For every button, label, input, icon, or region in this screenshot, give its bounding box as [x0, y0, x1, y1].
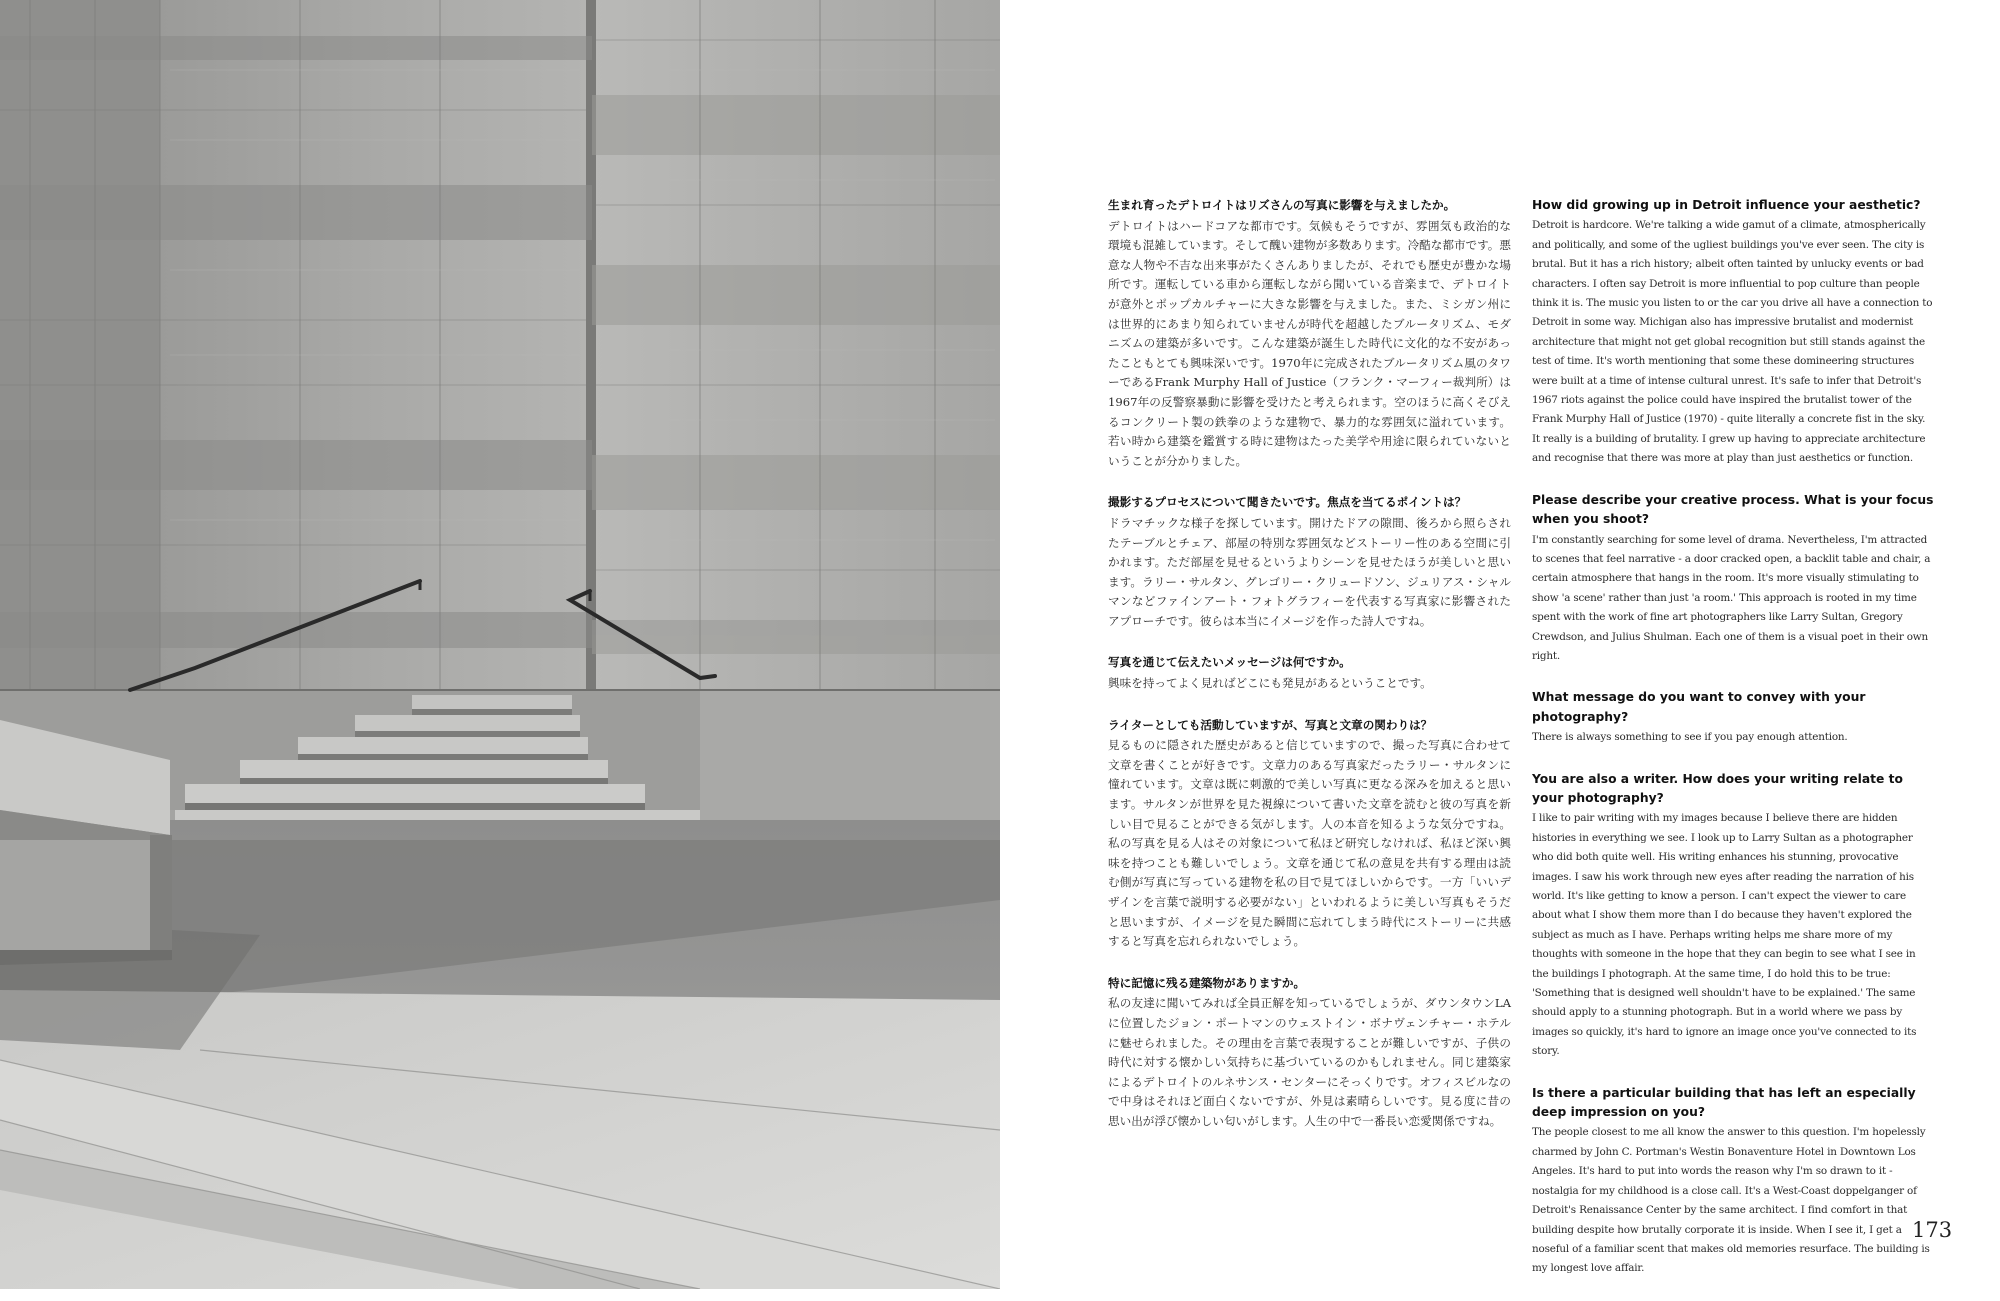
question-en: Please describe your creative process. What is your focus when you shoot?	[1532, 492, 1934, 527]
answer-en: There is always something to see if you pay enough attention.	[1532, 731, 1848, 744]
page-number: 173	[1912, 1218, 1953, 1242]
question-en: What message do you want to convey with your photography?	[1532, 690, 1866, 724]
qa-block-en-4	[1532, 770, 1934, 1062]
japanese-interview-column	[1108, 196, 1511, 1154]
qa-block-en-1	[1532, 196, 1934, 469]
question-jp: 特に記憶に残る建築物がありますか。	[1108, 975, 1306, 990]
answer-jp: ドラマチックな様子を探しています。開けたドアの隙間、後ろから照らされたテーブルとチェア、部屋の特別な雰囲気などストーリー性のある空間に引かれます。ただ部屋を見せるというよりシーンを見せたほうが美しいと思います。ラリー・サルタン、グレゴリー・クリュードソン、ジュリアス・シャルマンなどファインアート・フォトグラフィーを代表する写真家に影響されたアプローチです。彼らは本当にイメージを作った詩人ですね。	[1108, 515, 1511, 628]
answer-en: I like to pair writing with my images because I believe there are hidden histories in everything we see. I look up to Larry Sultan as a photographer who did both quite well. His writing enhances his stunning, provocative images. I saw his work through new eyes after reading the narration of his world. It's like getting to know a person. I can't expect the viewer to care about what I show them more than I do because they haven't explored the subject as much as I have. Perhaps writing helps me share more of my thoughts with someone in the hope that they can begin to see what I see in the buildings I photograph. At the same time, I do hold this to be true: 'Something that is designed well shouldn't have to be explained.' The same should apply to a stunning photograph. But in a world where we pass by images so quickly, it's hard to ignore an image once you've connected to its story.	[1532, 812, 1917, 1058]
question-jp: ライターとしても活動していますが、写真と文章の関わりは？	[1108, 717, 1433, 732]
answer-en: I'm constantly searching for some level of drama. Nevertheless, I'm attracted to scenes that feel narrative - a door cracked open, a backlit table and chair, a certain atmosphere that hangs in the room. It's more visually stimulating to show 'a scene' rather than just 'a room.' This approach is rooted in my time spent with the work of fine art photographers like Larry Sultan, Gregory Crewdson, and Julius Shulman. Each one of them is a visual poet in their own right.	[1532, 533, 1931, 662]
qa-block-en-2	[1532, 491, 1934, 667]
qa-block-jp-4	[1108, 716, 1511, 952]
answer-en: The people closest to me all know the answer to this question. I'm hopelessly charmed by John C. Portman's Westin Bonaventure Hotel in Downtown Los Angeles. It's hard to put into words the reason why I'm so drawn to it - nostalgia for my childhood is a close call. It's a West-Coast doppelganger of Detroit's Renaissance Center by the same architect. I find comfort in that building despite how brutally corporate it is inside. When I see it, I get a noseful of a familiar scent that makes old memories resurface. The building is my longest love affair.	[1532, 1126, 1930, 1275]
question-jp: 生まれ育ったデトロイトはリズさんの写真に影響を与えましたか。	[1108, 198, 1456, 212]
english-interview-column	[1532, 196, 1934, 1301]
answer-jp: 見るものに隠された歴史があると信じていますので、撮った写真に合わせて文章を書くことが好きです。文章力のある写真家だったラリー・サルタンに憧れています。文章は既に刺激的で美しい写真に更なる深みを加えると思います。サルタンが世界を見た視線について書いた文章を読むと彼の写真を新しい目で見ることができる気がします。人の本音を知るような気分ですね。私の写真を見る人はその対象について私ほど研究しなければ、私ほど深い興味を持つことも難しいでしょう。文章を通じて私の意見を共有する理由は読む側が写真に写っている建物を私の目で見てほしいからです。一方「いいデザインを言葉で説明する必要がない」といわれるように美しい写真もそうだと思いますが、イメージを見た瞬間に忘れてしまう時代にストーリーに共感すると写真を忘れられないでしょう。	[1108, 738, 1511, 949]
qa-block-en-5	[1532, 1084, 1934, 1279]
question-jp: 撮影するプロセスについて聞きたいです。焦点を当てるポイントは？	[1108, 495, 1467, 510]
qa-block-jp-2	[1108, 493, 1511, 631]
question-jp: 写真を通じて伝えたいメッセージは何ですか。	[1108, 655, 1351, 670]
architecture-photo	[0, 0, 1000, 1289]
question-en: How did growing up in Detroit influence your aesthetic?	[1532, 198, 1921, 212]
answer-en: Detroit is hardcore. We're talking a wide gamut of a climate, atmospherically and politically, and some of the ugliest buildings you've ever seen. The city is brutal. But it has a rich history; albeit often tainted by unlucky events or bad characters. I often say Detroit is more influential to pop culture than people think it is. The music you listen to or the car you drive all have a connection to Detroit in some way. Michigan also has impressive brutalist and modernist architecture that might not get global recognition but still stands against the test of time. It's worth mentioning that some these domineering structures were built at a time of intense cultural unrest. It's safe to infer that Detroit's 1967 riots against the police could have inspired the brutalist tower of the Frank Murphy Hall of Justice (1970) - quite literally a concrete fist in the sky. It really is a building of brutality. I grew up having to appreciate architecture and recognise that there was more at play than just aesthetics or function.	[1532, 219, 1933, 465]
qa-block-jp-5	[1108, 974, 1511, 1132]
qa-block-jp-1	[1108, 196, 1511, 471]
question-en: You are also a writer. How does your writing relate to your photography?	[1532, 771, 1903, 805]
qa-block-jp-3	[1108, 653, 1511, 693]
qa-block-en-3	[1532, 688, 1934, 747]
answer-jp: デトロイトはハードコアな都市です。気候もそうですが、雰囲気も政治的な環境も混雑しています。そして醜い建物が多数あります。冷酷な都市です。悪意な人物や不吉な出来事がたくさんありましたが、それでも歴史が豊かな場所です。運転している車から運転しながら聞いている音楽まで、デトロイトが意外とポップカルチャーに大きな影響を与えました。また、ミシガン州には世界的にあまり知られていませんが時代を超越したブルータリズム、モダニズムの建築が多いです。こんな建築が誕生した時代に文化的な不安があったこともとても興味深いです。1970年に完成されたブルータリズム風のタワーであるFrank Murphy Hall of Justice（フランク・マーフィー裁判所）は1967年の反警察暴動に影響を受けたと考えられます。空のほうに高くそびえるコンクリート製の鉄拳のような建物で、暴力的な雰囲気に溢れています。若い時から建築を鑑賞する時に建物はたった美学や用途に限られていないということが分かりました。	[1108, 218, 1511, 468]
question-en: Is there a particular building that has left an especially deep impression on you?	[1532, 1085, 1916, 1120]
answer-jp: 私の友達に聞いてみれば全員正解を知っているでしょうが、ダウンタウンLAに位置したジョン・ポートマンのウェストイン・ボナヴェンチャー・ホテルに魅せられました。その理由を言葉で表現することが難しいですが、子供の時代に対する懐かしい気持ちに基づいているのかもしれません。同じ建築家によるデトロイトのルネサンス・センターにそっくりです。オフィスビルなので中身はそれほど面白くないですが、外見は素晴らしいです。見る度に昔の思い出が浮び懐かしい匂いがします。人生の中で一番長い恋愛関係ですね。	[1108, 996, 1511, 1128]
answer-jp: 興味を持ってよく見ればどこにも発見があるということです。	[1108, 676, 1432, 691]
